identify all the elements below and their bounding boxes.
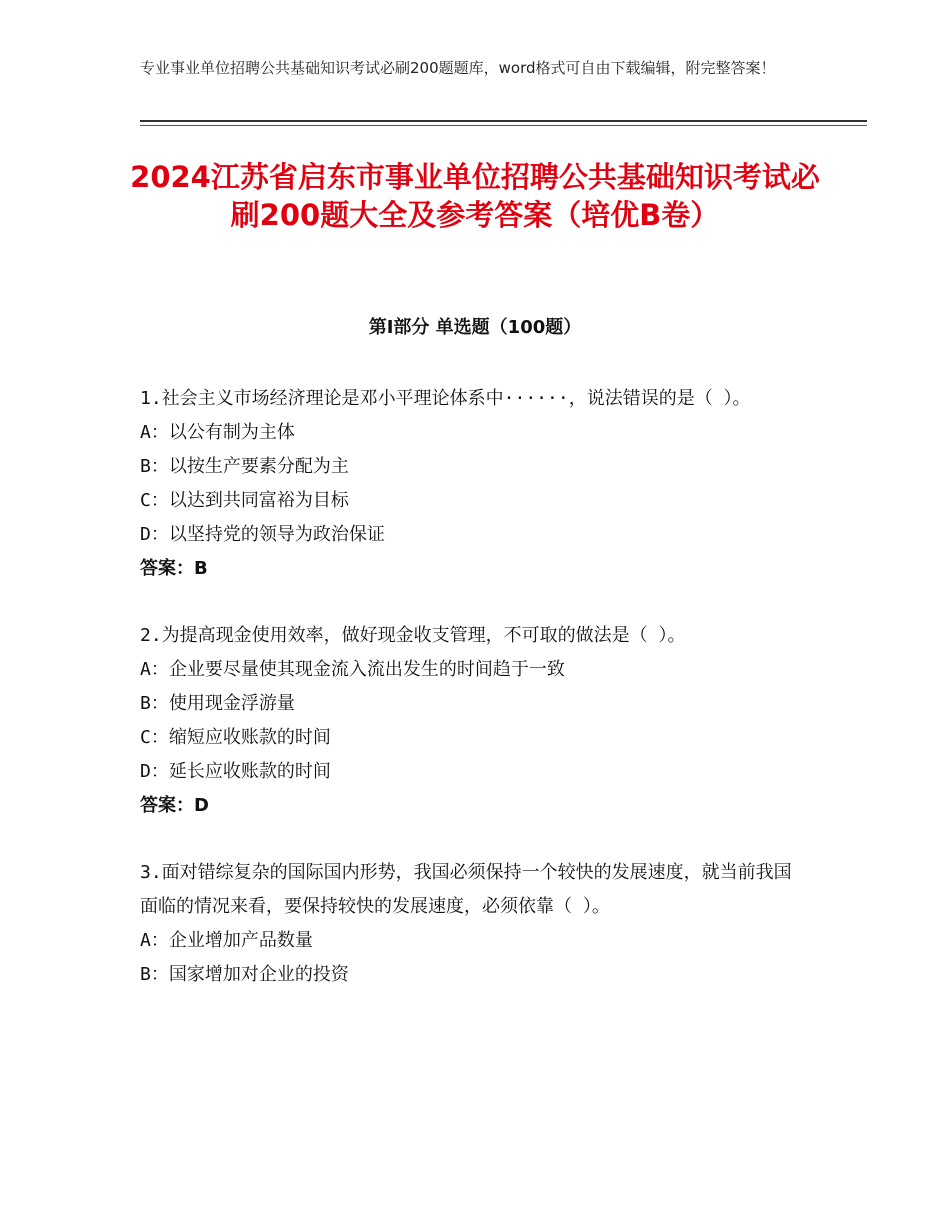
header-note: 专业事业单位招聘公共基础知识考试必刷200题题库，word格式可自由下载编辑，附完整答案！ [140, 59, 776, 77]
header-rule-thin [140, 125, 867, 126]
option-d: D：以坚持党的领导为政治保证 [140, 524, 385, 545]
question-3 [140, 856, 800, 992]
answer: 答案：B [140, 558, 208, 579]
question-stem: 3.面对错综复杂的国际国内形势，我国必须保持一个较快的发展速度，就当前我国面临的情况来看，要保持较快的发展速度，必须依靠（ ）。 [140, 862, 792, 917]
question-stem: 2.为提高现金使用效率，做好现金收支管理，不可取的做法是（ ）。 [140, 625, 686, 646]
option-c: C：以达到共同富裕为目标 [140, 490, 349, 511]
option-a: A：企业要尽量使其现金流入流出发生的时间趋于一致 [140, 659, 565, 680]
question-2 [140, 619, 800, 823]
section-title: 第Ⅰ部分 单选题（100题） [368, 317, 582, 338]
header-rule-thick [140, 120, 867, 122]
question-1 [140, 382, 800, 586]
answer: 答案：D [140, 795, 209, 816]
option-d: D：延长应收账款的时间 [140, 761, 331, 782]
option-a: A：以公有制为主体 [140, 422, 295, 443]
option-c: C：缩短应收账款的时间 [140, 727, 331, 748]
question-list [140, 382, 800, 1025]
option-b: B：以按生产要素分配为主 [140, 456, 349, 477]
option-b: B：使用现金浮游量 [140, 693, 295, 714]
option-b: B：国家增加对企业的投资 [140, 964, 349, 985]
document-title: 2024江苏省启东市事业单位招聘公共基础知识考试必刷200题大全及参考答案（培优B卷） [130, 160, 820, 232]
option-a: A：企业增加产品数量 [140, 930, 313, 951]
question-stem: 1.社会主义市场经济理论是邓小平理论体系中······，说法错误的是（ ）。 [140, 388, 751, 409]
